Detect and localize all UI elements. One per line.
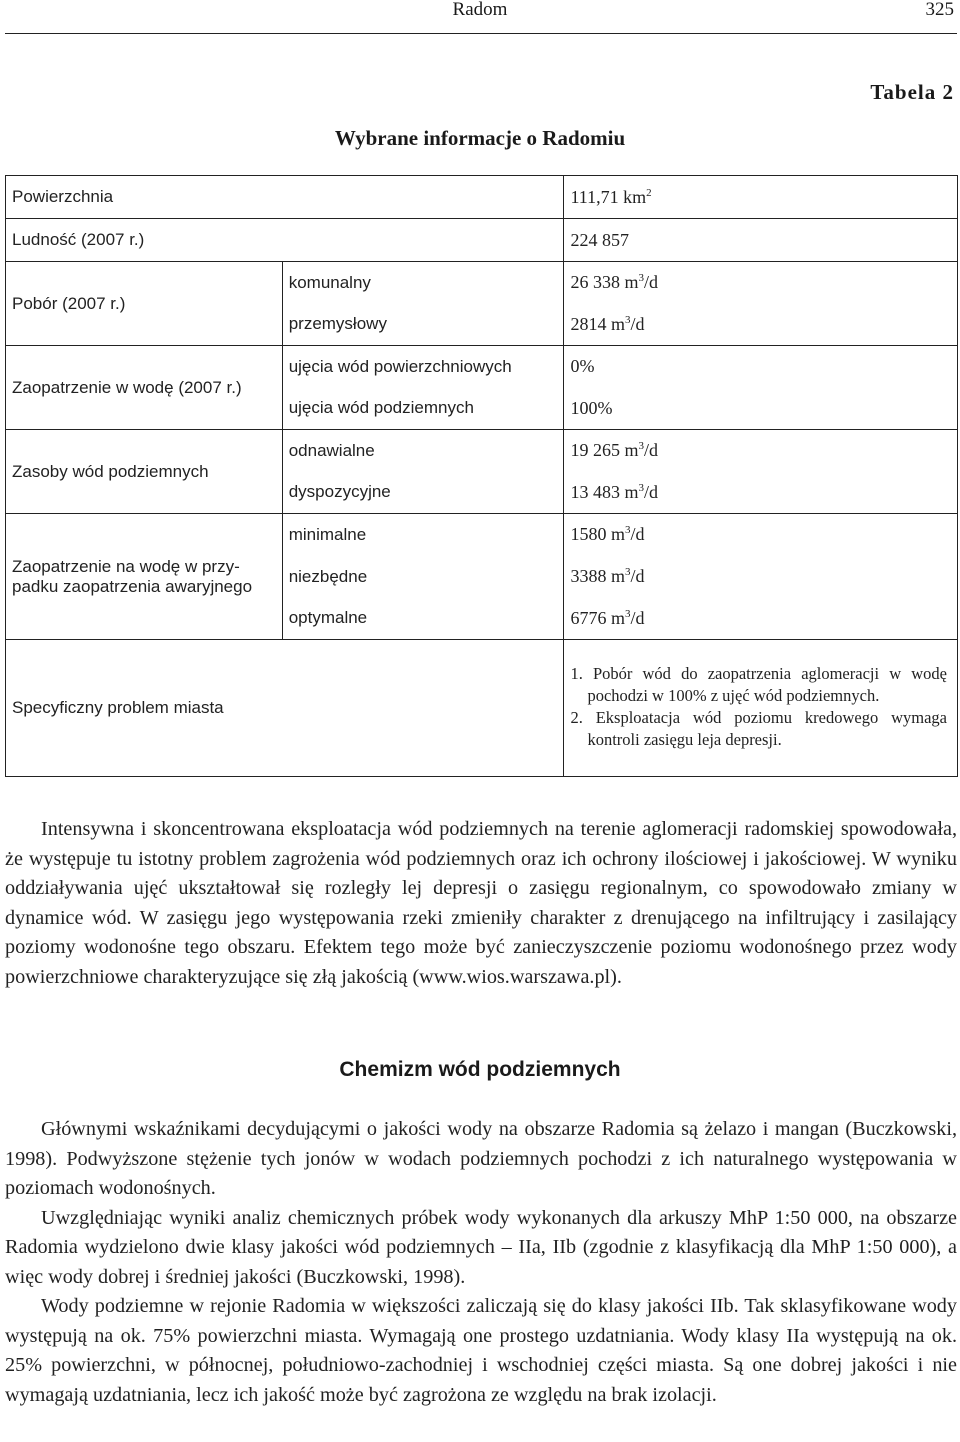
population-value: 224 857 [564,219,958,262]
table-row-population [6,219,958,262]
info-table [5,175,958,777]
supply-item-name: ujęcia wód podziemnych [282,388,564,430]
resources-item-value: 13 483 $m^3/d$ [564,472,958,514]
intake-item-name: przemysłowy [282,304,564,346]
problem-label: Specyficzny problem miasta [6,640,564,777]
emergency-item-name: minimalne [282,514,564,556]
paragraph-2: Głównymi wskaźnikami decydującymi o jakości wody na obszarze Radomia są żelazo i mangan (Buczkowski, 1998). Podwyższone stężenie tych jonów w wodach podziemnych pochodzi z ich naturalnego występowania w poziomach wodonośnych. [5,1118,957,1199]
supply-item-value: 100% [564,388,958,430]
problem-item: 2. Eksploatacja wód poziomu kredowego wymaga kontroli zasięgu leja depresji. [570,708,947,749]
paragraph-1: Intensywna i skoncentrowana eksploatacja wód podziemnych na terenie aglomeracji radomskiej spowodowała, że występuje tu istotny problem zagrożenia wód podziemnych oraz ich ochrony ilościowej i jakościowej. W wyniku oddziaływania ujęć ukształtował się rozległy lej depresji o zasięgu regionalnym, co spowodowało zmiany w dynamice wód. W zasięgu jego występowania rzeki zmieniły charakter z drenującego na infiltrujący i zasilający poziomy wodonośne tego obszaru. Efektem tego może być zanieczyszczenie poziomu wodonośnego przez wody powierzchniowe charakteryzujące się złą jakością (www.wios.warszawa.pl). [5,818,957,988]
emergency-item-value: 1580 $m^3/d$ [564,514,958,556]
paragraph-3: Uwzględniając wyniki analiz chemicznych próbek wody wykonanych dla arkuszy MhP 1:50 000, na obszarze Radomia wydzielono dwie klasy jakości wód podziemnych – IIa, IIb (zgodnie z klasyfikacją dla MhP 1:50 000), a więc wody dobrej i średniej jakości (Buczkowski, 1998). [5,1206,957,1288]
intake-item-value: 26 338 $m^3/d$ [564,262,958,304]
emergency-label: Zaopatrzenie na wodę w przy- padku zaopatrzenia awaryjnego [6,514,283,640]
resources-label: Zasoby wód podziemnych [6,430,283,514]
section-body [5,1115,957,1410]
table-row-area [6,176,958,219]
emergency-item-value: 3388 $m^3/d$ [564,556,958,598]
table-title: Wybrane informacje o Radomiu [334,126,626,150]
area-value: 111,71 $km^2$ [564,176,958,219]
intake-label: Pobór (2007 r.) [6,262,283,346]
resources-item-name: dyspozycyjne [282,472,564,514]
supply-item-value: 0% [564,346,958,388]
problem-list [564,640,958,777]
table-row-problem [6,640,958,777]
resources-item-name: odnawialne [282,430,564,472]
paragraph-4: Wody podziemne w rejonie Radomia w większości zaliczają się do klasy jakości IIb. Tak sklasyfikowane wody występują na ok. 75% powierzchni miasta. Wymagają one prostego uzdatniania. Wody klasy IIa występują na ok. 25% powierzchni, w północnej, południowo-zachodniej i wschodniej części miasta. Są one dobrej jakości i nie wymagają uzdatniania, lecz ich jakość może być zagrożona ze względu na brak izolacji. [5,1295,957,1406]
running-title: Radom [452,0,508,20]
table-label: Tabela 2 [870,80,954,104]
supply-item-name: ujęcia wód powierzchniowych [282,346,564,388]
resources-item-value: 19 265 $m^3/d$ [564,430,958,472]
section-heading: Chemizm wód podziemnych [339,1058,621,1081]
supply-label: Zaopatrzenie w wodę (2007 r.) [6,346,283,430]
emergency-item-name: optymalne [282,598,564,640]
emergency-item-name: niezbędne [282,556,564,598]
page-number: 325 [925,0,954,20]
table-row-emergency-minimal [6,514,958,556]
intake-item-value: 2814 $m^3/d$ [564,304,958,346]
table-row-intake-municipal [6,262,958,304]
population-label: Ludność (2007 r.) [6,219,564,262]
problem-item: 1. Pobór wód do zaopatrzenia aglomeracji w wodę pochodzi w 100% z ujęć wód podziemnych. [570,664,947,705]
header-rule [5,33,957,34]
table-row-supply-surface [6,346,958,388]
emergency-item-value: 6776 $m^3/d$ [564,598,958,640]
intake-item-name: komunalny [282,262,564,304]
area-label: Powierzchnia [6,176,564,219]
table-row-resources-renewable [6,430,958,472]
